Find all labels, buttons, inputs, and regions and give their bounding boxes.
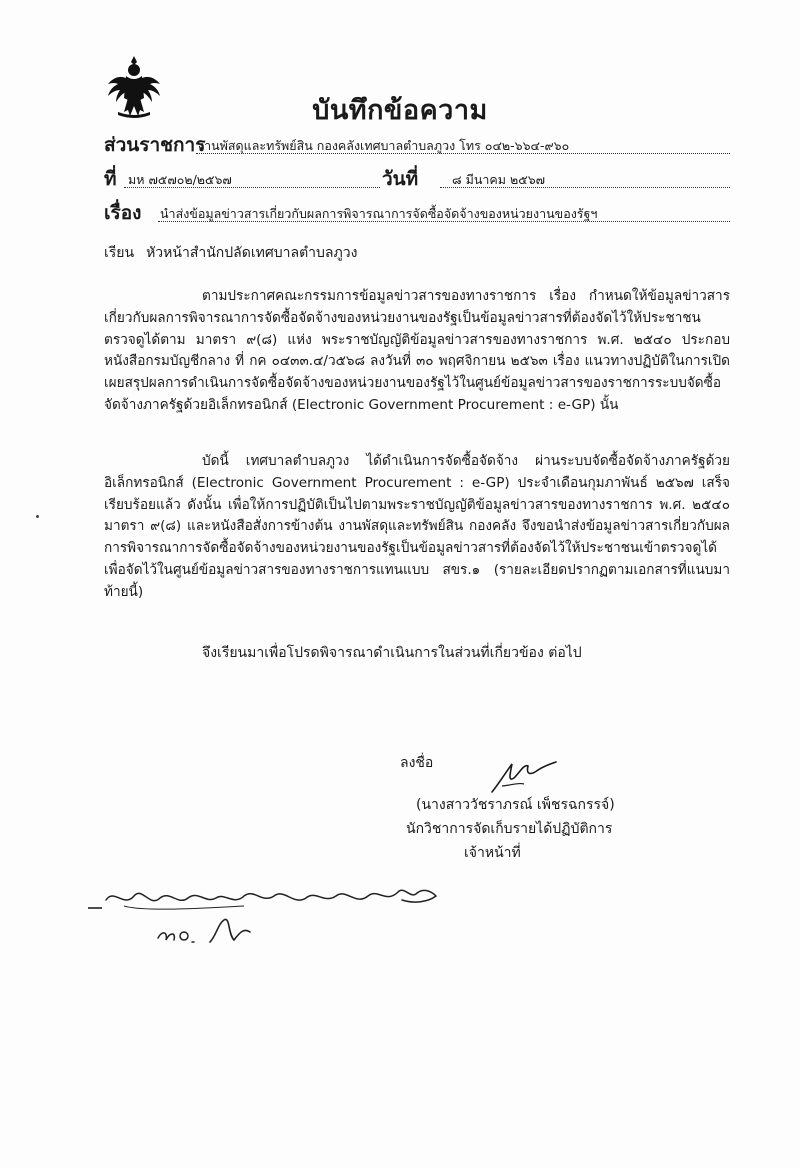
- ref-dotted-line: [124, 187, 380, 188]
- salutation: [104, 242, 357, 264]
- handwritten-signature: [488, 756, 558, 796]
- org-label: ส่วนราชการ: [104, 134, 206, 156]
- handwritten-note: [84, 878, 464, 970]
- stray-mark: [36, 515, 39, 518]
- signatory-name: (นางสาววัชราภรณ์ เพ็ชรฉกรรจ์): [416, 797, 615, 813]
- closing-line: จึงเรียนมาเพื่อโปรดพิจารณาดำเนินการในส่วนที่เกี่ยวข้อง ต่อไป: [202, 645, 582, 661]
- signature-label: ลงชื่อ: [400, 755, 434, 771]
- org-dotted-line: [196, 153, 730, 154]
- salutation-label: เรียน: [104, 245, 135, 261]
- signatory-role: เจ้าหน้าที่: [464, 845, 521, 861]
- org-value: งานพัสดุและทรัพย์สิน กองคลังเทศบาลตำบลภูวง โทร ๐๔๒-๖๖๔-๙๖๐: [198, 138, 570, 153]
- signatory-position: นักวิชาการจัดเก็บรายได้ปฏิบัติการ: [406, 821, 613, 837]
- date-value: ๘ มีนาคม ๒๕๖๗: [452, 172, 546, 187]
- ref-label: ที่: [104, 168, 117, 190]
- subject-dotted-line: [158, 221, 730, 222]
- date-dotted-line: [440, 187, 730, 188]
- document-title: บันทึกข้อความ: [312, 95, 488, 126]
- ref-value: มห ๗๕๗๐๒/๒๕๖๗: [128, 172, 232, 187]
- body-paragraph-1: ตามประกาศคณะกรรมการข้อมูลข่าวสารของทางราชการ เรื่อง กำหนดให้ข้อมูลข่าวสารเกี่ยวกับผลการพิจารณาการจัดซื้อจัดจ้างของหน่วยงานของรัฐเป็นข้อมูลข่าวสารที่ต้องจัดไว้ให้ประชาชนตรวจดูได้ตาม มาตรา ๙(๘) แห่ง พระราชบัญญัติข้อมูลข่าวสารของทางราชการ พ.ศ. ๒๕๔๐ ประกอบหนังสือกรมบัญชีกลาง ที่ กค ๐๔๓๓.๔/ว๕๖๘ ลงวันที่ ๓๐ พฤศจิกายน ๒๕๖๓ เรื่อง แนวทางปฏิบัติในการเปิดเผยสรุปผลการดำเนินการจัดซื้อจัดจ้างของหน่วยงานของรัฐไว้ในศูนย์ข้อมูลข่าวสารของราชการระบบจัดซื้อจัดจ้างภาครัฐด้วยอิเล็กทรอนิกส์ (Electronic Government Procurement : e-GP) นั้น: [104, 288, 730, 413]
- subject-label: เรื่อง: [104, 202, 142, 224]
- body-paragraph-2: บัดนี้ เทศบาลตำบลภูวง ได้ดำเนินการจัดซื้อจัดจ้าง ผ่านระบบจัดซื้อจัดจ้างภาครัฐด้วยอิเล็กทรอนิกส์ (Electronic Government Procurement : e-GP) ประจำเดือนกุมภาพันธ์ ๒๕๖๗ เสร็จเรียบร้อยแล้ว ดังนั้น เพื่อให้การปฏิบัติเป็นไปตามพระราชบัญญัติข้อมูลข่าวสารของทางราชการ พ.ศ. ๒๕๔๐ มาตรา ๙(๘) และหนังสือสั่งการข้างต้น งานพัสดุและทรัพย์สิน กองคลัง จึงขอนำส่งข้อมูลข่าวสารเกี่ยวกับผลการพิจารณาการจัดซื้อจัดจ้างของหน่วยงานของรัฐเป็นข้อมูลข่าวสารที่ต้องจัดไว้ให้ประชาชนเข้าตรวจดูได้ เพื่อจัดไว้ในศูนย์ข้อมูลข่าวสารของทางราชการแทนแบบ สขร.๑ (รายละเอียดปรากฏตามเอกสารที่แนบมาท้ายนี้): [104, 453, 730, 600]
- subject-value: นำส่งข้อมูลข่าวสารเกี่ยวกับผลการพิจารณาการจัดซื้อจัดจ้างของหน่วยงานของรัฐฯ: [160, 206, 598, 221]
- date-label: วันที่: [382, 168, 419, 190]
- salutation-recipient: หัวหน้าสำนักปลัดเทศบาลตำบลภูวง: [146, 245, 358, 261]
